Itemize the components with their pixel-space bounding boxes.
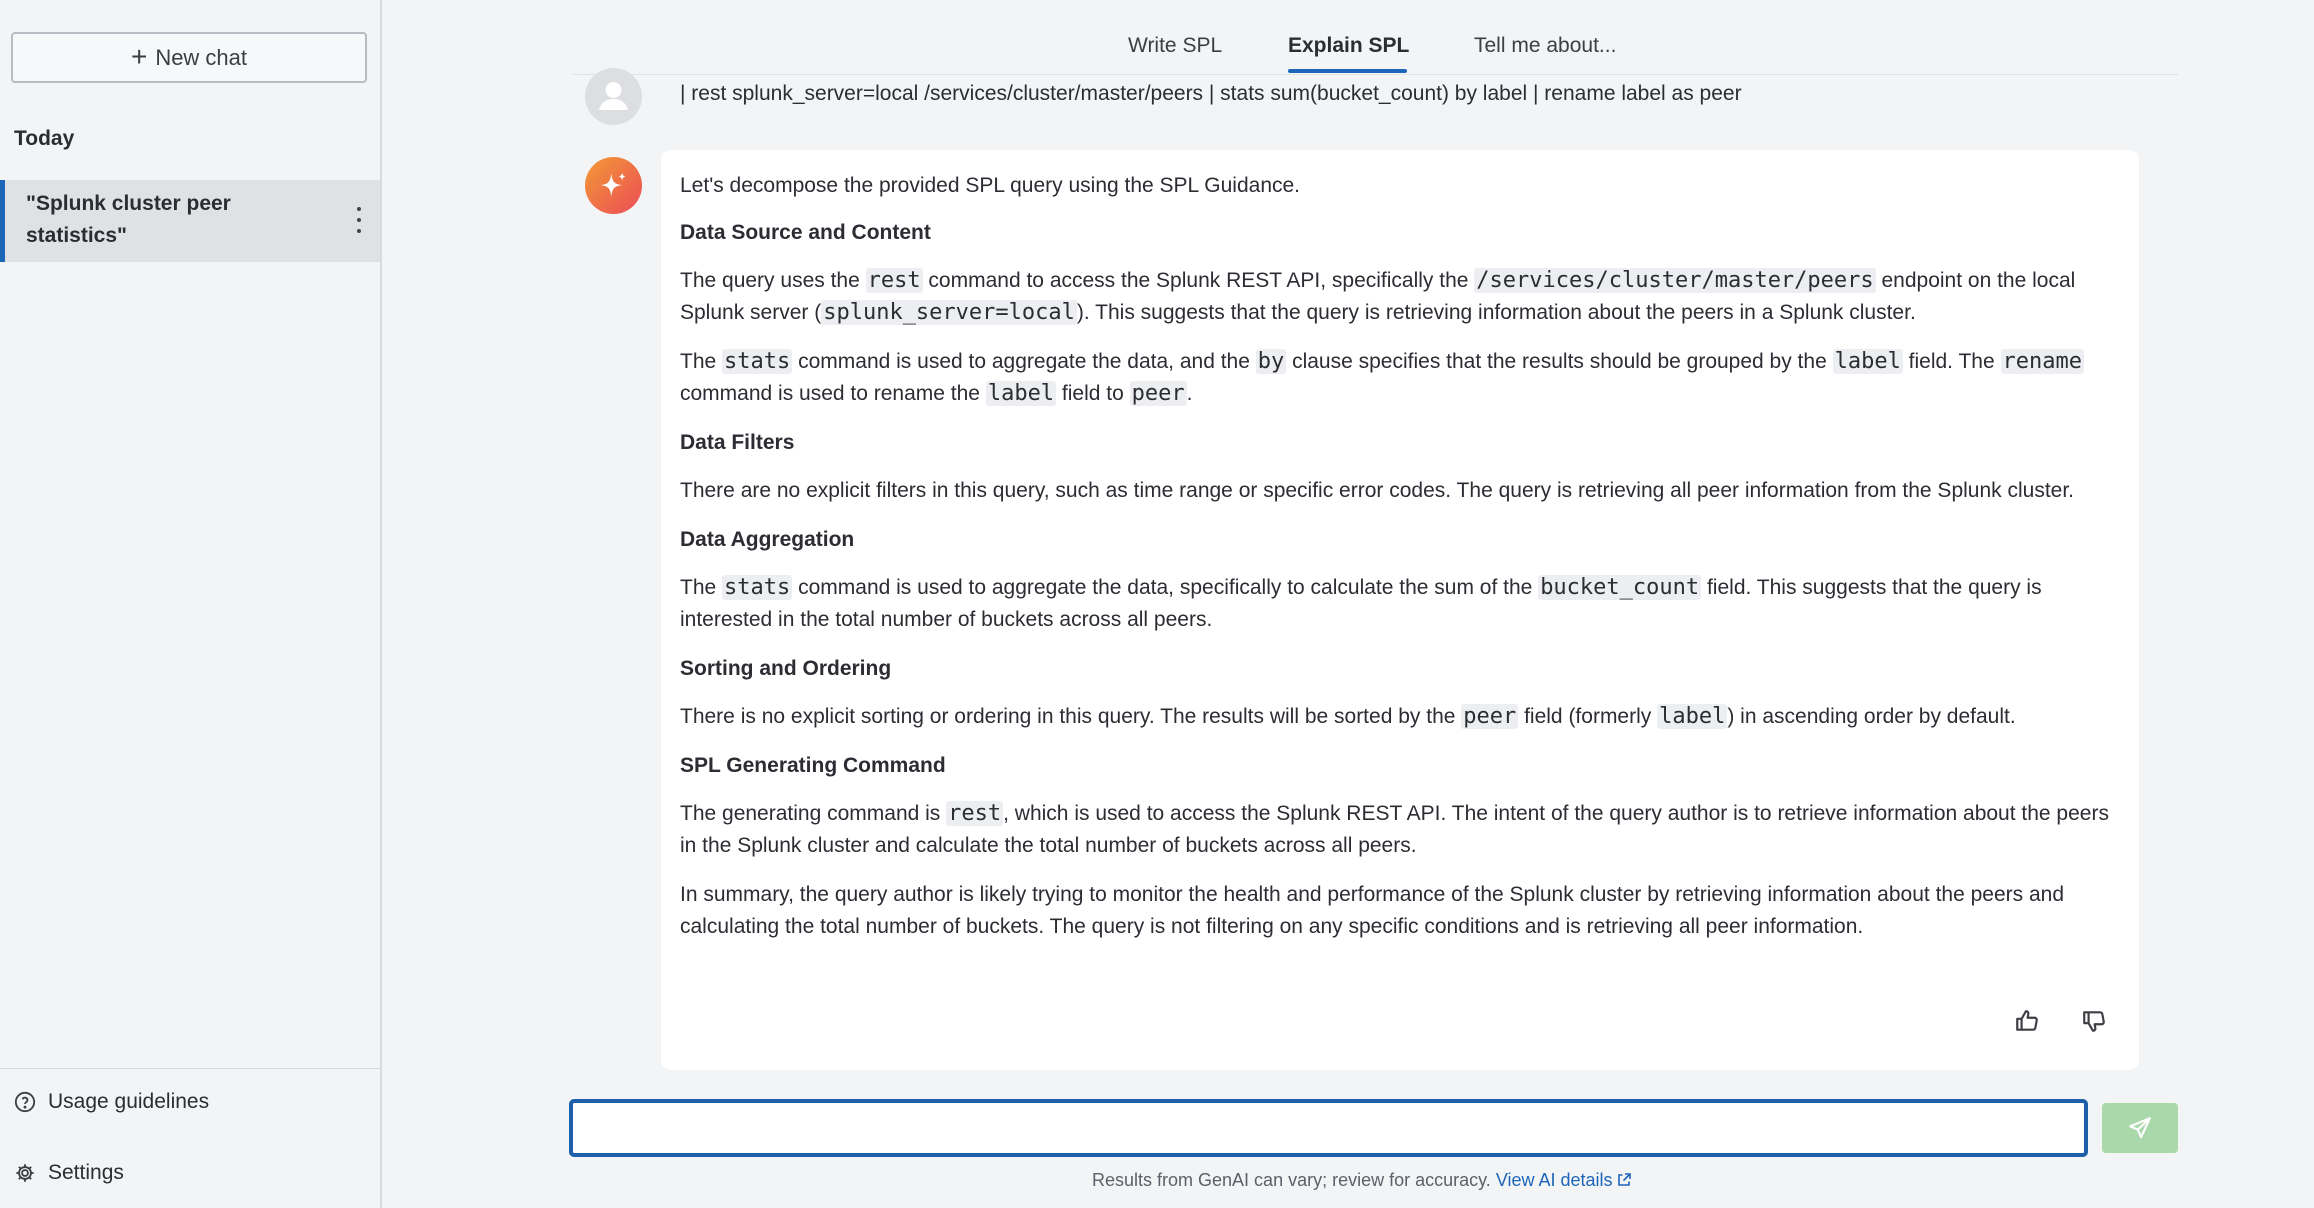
- inline-code: rename: [2002, 349, 2082, 374]
- inline-code: /services/cluster/master/peers: [1476, 268, 1874, 293]
- inline-code: rest: [867, 268, 921, 293]
- tab-tell-me-about[interactable]: Tell me about...: [1474, 34, 1617, 57]
- settings-label: Settings: [48, 1161, 124, 1184]
- send-button[interactable]: [2102, 1103, 2178, 1153]
- answer-paragraph: The query uses the rest command to access the Splunk REST API, specifically the /services/cluster/master/peers endpoint on the local Splunk server (splunk_server=local). This suggests that the query is retrieving information about the peers in a Splunk cluster.: [680, 268, 2076, 325]
- answer-paragraph: There are no explicit filters in this query, such as time range or specific error codes. The query is retrieving all peer information from the Splunk cluster.: [680, 479, 2075, 502]
- answer-paragraph: The stats command is used to aggregate the data, specifically to calculate the sum of the bucket_count field. This suggests that the query is interested in the total number of buckets across all peers.: [680, 575, 2042, 631]
- answer-heading: Sorting and Ordering: [680, 657, 892, 680]
- answer-paragraph: There is no explicit sorting or ordering in this query. The results will be sorted by the peer field (formerly label) in ascending order by default.: [680, 704, 2016, 729]
- ai-answer-card: [661, 150, 2139, 1070]
- inline-code: label: [987, 381, 1055, 406]
- thumbs-down-icon: [2081, 1008, 2107, 1034]
- inline-code: stats: [724, 575, 791, 600]
- inline-code: label: [1834, 349, 1901, 374]
- inline-code: rest: [948, 801, 1002, 826]
- inline-code: peer: [1131, 381, 1185, 406]
- thumbs-down-button[interactable]: [2081, 1008, 2107, 1034]
- answer-heading: Data Aggregation: [680, 528, 855, 551]
- answer-paragraph: In summary, the query author is likely trying to monitor the health and performance of the Splunk cluster by retrieving information about the peers and calculating the total number of buckets. The query is not filtering on any specific conditions and is retrieving all peer information.: [680, 883, 2065, 938]
- new-chat-label: New chat: [155, 44, 248, 70]
- prompt-input[interactable]: [569, 1099, 2088, 1157]
- inline-code: splunk_server=local: [823, 300, 1075, 325]
- sparkle-icon: [585, 157, 642, 214]
- send-icon: [2127, 1115, 2153, 1141]
- view-ai-details-link[interactable]: View AI details: [1496, 1170, 1632, 1190]
- chat-history-title: "Splunk cluster peer statistics": [26, 192, 231, 247]
- usage-guidelines-label: Usage guidelines: [48, 1090, 210, 1113]
- gear-icon: [14, 1162, 36, 1184]
- tab-explain-spl[interactable]: Explain SPL: [1288, 34, 1410, 57]
- answer-heading: Data Source and Content: [680, 221, 931, 244]
- answer-heading: SPL Generating Command: [680, 754, 946, 777]
- inline-code: label: [1659, 704, 1726, 729]
- inline-code: bucket_count: [1540, 575, 1700, 600]
- tab-write-spl[interactable]: Write SPL: [1128, 34, 1223, 57]
- chat-history-item[interactable]: [0, 180, 380, 262]
- inline-code: peer: [1463, 704, 1517, 729]
- mode-tabs: [572, 0, 2178, 75]
- user-icon: [585, 68, 642, 125]
- help-circle-icon: [14, 1091, 36, 1113]
- genai-disclaimer: [1092, 1170, 1632, 1191]
- kebab-icon[interactable]: [356, 207, 362, 233]
- inline-code: stats: [724, 349, 791, 374]
- disclaimer-text: Results from GenAI can vary; review for accuracy.: [1092, 1170, 1491, 1190]
- answer-paragraph: The generating command is rest, which is used to access the Splunk REST API. The intent of the query author is to retrieve information about the peers in the Splunk cluster and calculate the total number of buckets across all peers.: [680, 801, 2109, 857]
- active-tab-indicator: [1288, 69, 1407, 73]
- inline-code: by: [1257, 349, 1285, 374]
- user-query-text: | rest splunk_server=local /services/cluster/master/peers | stats sum(bucket_count) by label | rename label as peer: [680, 82, 1742, 105]
- thumbs-up-button[interactable]: [2014, 1008, 2040, 1034]
- usage-guidelines-link[interactable]: [14, 1090, 209, 1114]
- answer-intro: Let's decompose the provided SPL query using the SPL Guidance.: [680, 174, 1301, 197]
- settings-link[interactable]: [14, 1161, 124, 1185]
- section-today-heading: Today: [14, 127, 75, 150]
- sidebar: [0, 0, 382, 1208]
- answer-heading: Data Filters: [680, 431, 795, 454]
- new-chat-button[interactable]: [11, 32, 367, 83]
- answer-paragraph: The stats command is used to aggregate the data, and the by clause specifies that the results should be grouped by the label field. The rename command is used to rename the label field to peer.: [680, 349, 2082, 406]
- external-link-icon: [1616, 1172, 1632, 1188]
- thumbs-up-icon: [2014, 1008, 2040, 1034]
- plus-icon: +: [130, 40, 148, 72]
- sidebar-divider: [0, 1068, 380, 1069]
